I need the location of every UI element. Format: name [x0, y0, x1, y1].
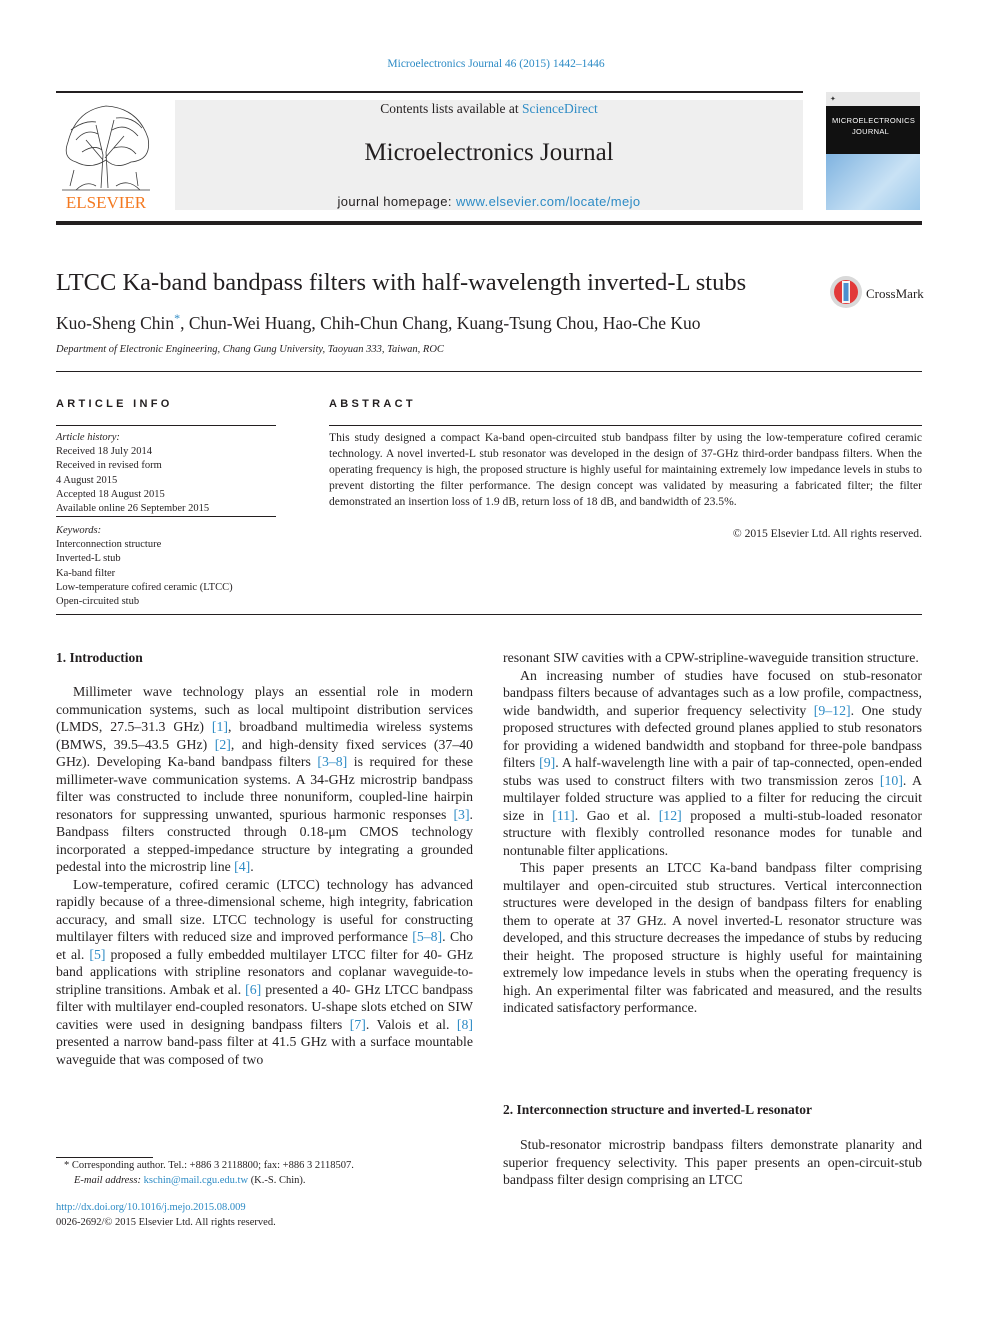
journal-name: Microelectronics Journal [364, 139, 614, 166]
crossmark-badge[interactable] [829, 275, 925, 311]
abstract-copyright: © 2015 Elsevier Ltd. All rights reserved. [732, 527, 922, 540]
article-title: LTCC Ka-band bandpass filters with half-wavelength inverted-L stubs [56, 269, 747, 296]
issn-line: 0026-2692/© 2015 Elsevier Ltd. All rights reserved. [56, 1217, 276, 1228]
title-divider [56, 371, 922, 372]
journal-citation[interactable]: Microelectronics Journal 46 (2015) 1442–1446 [387, 58, 605, 70]
keyword-item: Low-temperature cofired ceramic (LTCC) [56, 581, 233, 593]
email-label: E-mail address: [74, 1175, 141, 1186]
cover-title-line2: JOURNAL [852, 127, 890, 136]
article-info-rule [56, 425, 276, 426]
cover-image [826, 154, 920, 210]
keyword-item: Interconnection structure [56, 539, 162, 551]
article-history [56, 431, 278, 516]
paragraph: An increasing number of studies have focused on stub-resonator bandpass filters because of advantages such as a low profile, compactness, wide bandwidth, and superior frequency selectivity [9–12]. One study proposed structures with defected ground planes applied to stub resonators for providing a widened bandwidth and stopband for three-pole bandpass filters [9]. A half-wavelength line with a pair of tap-connected, open-ended stubs was used to construct filters with two transmission zeros [10]. A multilayer folded structure was applied to a filter for reducing the circuit size in [11]. Gao et al. [12] proposed a multi-stub-loaded resonator structure with flexibly controlled resonance modes for tunable and nontunable filter applications. [503, 667, 923, 858]
history-item: Received in revised form [56, 460, 162, 472]
masthead-top-rule [56, 91, 803, 93]
citation-link[interactable]: [9–12] [813, 702, 851, 718]
coauthors: , Chun-Wei Huang, Chih-Chun Chang, Kuang-Tsung Chou, Hao-Che Kuo [180, 312, 701, 333]
citation-link[interactable]: [5] [89, 946, 106, 962]
keyword-item: Ka-band filter [56, 567, 116, 579]
contents-line [175, 101, 803, 117]
crossmark-icon [829, 275, 925, 311]
corresponding-author-note: * Corresponding author. Tel.: +886 3 2118800; fax: +886 3 2118507. [64, 1160, 354, 1171]
citation-link[interactable]: [7] [349, 1016, 366, 1032]
citation-link[interactable]: [12] [658, 807, 682, 823]
paragraph: Millimeter wave technology plays an essential role in modern communication systems, such as local multipoint distribution services (LMDS, 27.5–31.3 GHz) [1], broadband multimedia wireless systems (BMWS, 39.5–43.5 GHz) [2], and high-density fixed services (37–40 GHz). Developing Ka-band bandpass filters [3–8] is required for these millimeter-wave communication systems. A 34-GHz microstrip bandpass filter was constructed to include three nonuniform, coupled-line hairpin resonators for suppressing unwanted, spurious harmonic responses [3]. Bandpass filters constructed through 0.18-μm CMOS technology incorporated a stepped-impedance structure by integrating a grounded pedestal into the microstrip line [4]. [56, 684, 474, 874]
email-suffix: (K.-S. Chin). [248, 1175, 306, 1186]
section-heading-interconnection: 2. Interconnection structure and inverted-L resonator [503, 1102, 812, 1117]
footnote-rule [56, 1157, 153, 1158]
email-note [74, 1175, 306, 1186]
history-item: Received 18 July 2014 [56, 446, 152, 458]
body-column-right [503, 649, 922, 1017]
citation-link[interactable]: [8] [456, 1016, 473, 1032]
homepage-prefix: journal homepage: [337, 194, 452, 209]
history-item: 4 August 2015 [56, 474, 118, 486]
abstract-text: This study designed a compact Ka-band open-circuited stub bandpass filter by using the low-temperature cofired ceramic technology. A novel inverted-L stub resonator was developed in the design of 37-GHz third-order bandpass filters. When the operating frequency is high, the proposed structure is highly useful for maintaining extremely low impedance levels in stubs to prevent distorting the filter performance. The design concept was validated by measuring a fabricated filter; the filter demonstrated an insertion loss of 1.9 dB, return loss of 18 dB, and bandwidth of 23.5%. [329, 431, 922, 509]
publisher-name: ELSEVIER [65, 193, 147, 212]
citation-link[interactable]: [5–8] [412, 929, 443, 944]
contents-prefix: Contents lists available at [380, 101, 519, 116]
journal-cover-thumbnail[interactable] [826, 92, 920, 210]
abstract-rule [329, 425, 922, 426]
body-divider [56, 614, 922, 615]
section-heading-introduction: 1. Introduction [56, 650, 143, 665]
citation-link[interactable]: [11] [552, 807, 575, 823]
crossmark-label: CrossMark [866, 286, 924, 301]
doi-link[interactable]: http://dx.doi.org/10.1016/j.mejo.2015.08.009 [56, 1202, 246, 1213]
elsevier-tree-icon [56, 100, 156, 212]
paragraph: resonant SIW cavities with a CPW-stripline-waveguide transition structure. [503, 650, 919, 665]
cover-corner-mark: ✦ [830, 96, 836, 103]
history-rule [56, 516, 276, 517]
citation-link[interactable]: [1] [211, 719, 228, 734]
citation-link[interactable]: [10] [879, 772, 903, 788]
keyword-item: Inverted-L stub [56, 553, 121, 565]
abstract-heading: ABSTRACT [329, 398, 416, 410]
paragraph: Stub-resonator microstrip bandpass filters demonstrate planarity and superior frequency selectivity. This paper presents an open-circuit-stub bandpass filter design comprising an LTCC [503, 1137, 922, 1187]
corresponding-mark[interactable]: * [174, 311, 181, 325]
citation-link[interactable]: [3–8] [317, 754, 348, 769]
citation-link[interactable]: [4] [234, 859, 251, 874]
keywords-label: Keywords: [56, 525, 102, 536]
history-label: Article history: [56, 432, 120, 443]
paragraph: Low-temperature, cofired ceramic (LTCC) technology has advanced rapidly because of a three-dimensional scheme, high integrity, fabrication accuracy, and small size. LTCC technology is useful for constructing multilayer filters with reduced size and improved performance [5–8]. Cho et al. [5] proposed a fully embedded multilayer LTCC filter for 40- GHz band applications with stripline resonators and coplanar waveguide-to-stripline transitions. Ambak et al. [6] presented a 40- GHz LTCC bandpass filter with multilayer end-coupled resonators. U-shape slots etched on SIW cavities were used in designing bandpass filters [7]. Valois et al. [8] presented a narrow band-pass filter at 41.5 GHz with a surface mountable waveguide that was composed of two [56, 876, 473, 1067]
citation-link[interactable]: [2] [214, 736, 231, 752]
author-list [56, 311, 701, 334]
citation-link[interactable]: [6] [245, 981, 262, 997]
body-column-left [56, 683, 473, 1068]
citation-link[interactable]: [3] [453, 806, 470, 822]
paragraph: This paper presents an LTCC Ka-band bandpass filter comprising multilayer and open-circuited stub structures. Vertical interconnection structures were developed in the design of bandpass filters for enabling them to operate at 37 GHz. A novel inverted-L resonator structure was developed, and this structure decreases the impedance of stubs by reducing their height. The proposed structure is highly useful for maintaining extremely low impedance levels in stubs when the operating frequency is high. An experimental filter was fabricated and measured, and the results indicated satisfactory performance. [503, 860, 922, 1015]
keywords [56, 524, 278, 609]
sciencedirect-link[interactable]: ScienceDirect [522, 101, 598, 116]
elsevier-logo[interactable] [56, 100, 156, 212]
email-link[interactable]: kschin@mail.cgu.edu.tw [143, 1175, 249, 1186]
homepage-link[interactable]: www.elsevier.com/locate/mejo [455, 194, 641, 209]
history-item: Accepted 18 August 2015 [56, 488, 165, 500]
cover-title-line1: MICROELECTRONICS [832, 116, 916, 125]
author-corresponding[interactable]: Kuo-Sheng Chin [56, 312, 175, 333]
keyword-item: Open-circuited stub [56, 596, 140, 608]
citation-link[interactable]: [9] [539, 755, 556, 770]
section2-body [503, 1136, 922, 1189]
history-item: Available online 26 September 2015 [56, 503, 210, 515]
cover-header-strip [826, 92, 920, 106]
journal-homepage [175, 194, 803, 209]
article-info-heading: ARTICLE INFO [56, 398, 173, 410]
affiliation: Department of Electronic Engineering, Chang Gung University, Taoyuan 333, Taiwan, ROC [56, 344, 444, 355]
masthead-bottom-rule [56, 221, 922, 225]
